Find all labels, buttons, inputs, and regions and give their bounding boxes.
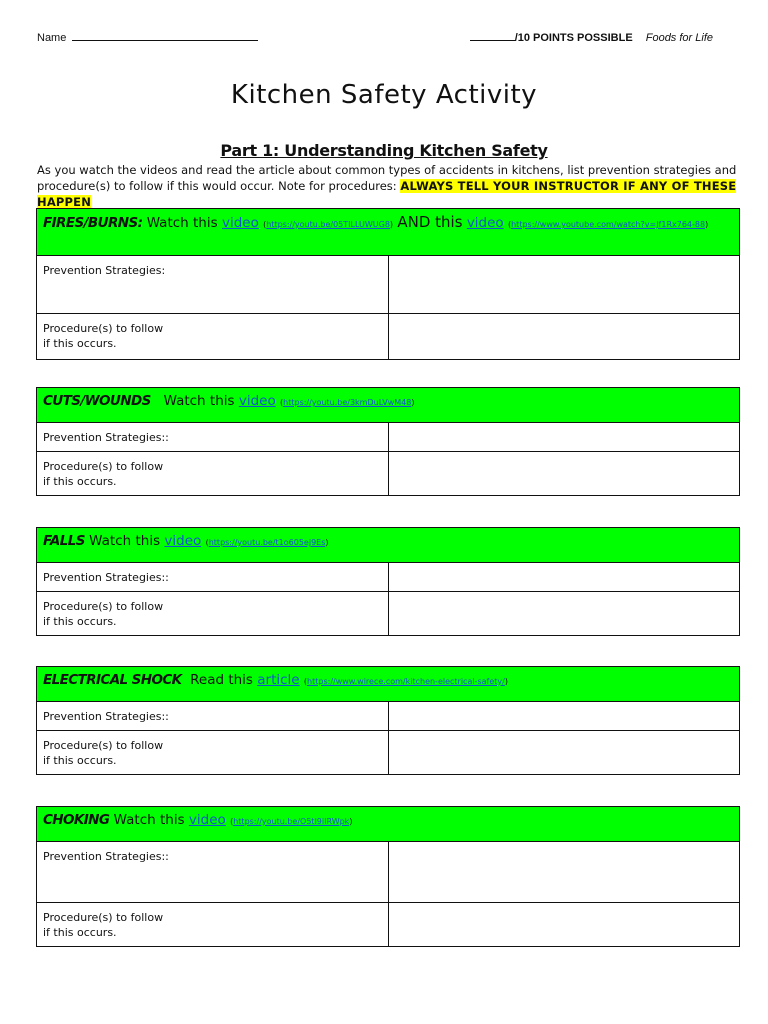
prevention-label: Prevention Strategies:: (37, 842, 389, 903)
url-text: (https://youtu.be/O5tl9iIRWpk) (230, 817, 353, 826)
procedure-label-line2: if this occurs. (43, 615, 117, 628)
procedure-label-line2: if this occurs. (43, 754, 117, 767)
hazard-title: CUTS/WOUNDS (43, 393, 151, 409)
page-header (37, 30, 713, 46)
course-name: Foods for Life (645, 32, 713, 44)
procedure-row (37, 903, 740, 947)
procedure-answer[interactable] (388, 452, 740, 496)
section-cuts-wounds (36, 387, 740, 496)
section-choking (36, 806, 740, 947)
procedure-row (37, 452, 740, 496)
section-falls (36, 527, 740, 636)
procedure-label-line1: Procedure(s) to follow (43, 322, 164, 335)
prevention-answer[interactable] (388, 423, 740, 452)
prevention-label: Prevention Strategies:: (37, 563, 389, 592)
section-header (37, 209, 740, 256)
section-header (37, 528, 740, 563)
procedure-label (37, 452, 389, 496)
prevention-row (37, 256, 740, 314)
procedure-label (37, 314, 389, 360)
video-link[interactable]: video (221, 215, 259, 231)
intro-text: As you watch the videos and read the article about common types of accidents in kitchens, list prevention strategies and procedure(s) to follow if this would occur. Note for procedures: (37, 163, 737, 193)
url-link[interactable]: https://youtu.be/t1o605ej9Es (208, 538, 326, 547)
prevention-answer[interactable] (388, 256, 740, 314)
hazard-title: FALLS (43, 533, 85, 549)
name-field (37, 30, 258, 44)
prevention-answer[interactable] (388, 563, 740, 592)
url-text: (https://www.wirece.com/kitchen-electrical-safety/) (303, 677, 508, 686)
procedure-label-line1: Procedure(s) to follow (43, 460, 164, 473)
procedure-label (37, 592, 389, 636)
procedure-row (37, 731, 740, 775)
action-text: Read this (190, 672, 253, 688)
url-link[interactable]: https://www.wirece.com/kitchen-electrical-safety/ (307, 677, 505, 686)
url-link[interactable]: https://youtu.be/O5tl9iIRWpk (233, 817, 350, 826)
procedure-answer[interactable] (388, 903, 740, 947)
section-header (37, 667, 740, 702)
section-table (36, 806, 740, 947)
procedure-label (37, 903, 389, 947)
points-field (470, 30, 713, 44)
video-link-2[interactable]: video (466, 215, 504, 231)
url-link[interactable]: https://youtu.be/05TILLUWUG8 (266, 220, 390, 229)
procedure-label-line1: Procedure(s) to follow (43, 600, 164, 613)
procedure-label-line1: Procedure(s) to follow (43, 739, 164, 752)
instructor-note: ALWAYS TELL YOUR INSTRUCTOR IF ANY OF THESE HAPPEN (37, 179, 737, 209)
prevention-label: Prevention Strategies: (37, 256, 389, 314)
section-electrical-shock (36, 666, 740, 775)
url-text: (https://youtu.be/05TILLUWUG8) (263, 220, 394, 229)
prevention-label: Prevention Strategies:: (37, 423, 389, 452)
url-text: (https://youtu.be/t1o605ej9Es) (205, 538, 329, 547)
prevention-answer[interactable] (388, 702, 740, 731)
procedure-answer[interactable] (388, 314, 740, 360)
procedure-answer[interactable] (388, 731, 740, 775)
url-link[interactable]: https://youtu.be/3kmDuLVwM48 (283, 398, 412, 407)
video-link[interactable]: video (164, 533, 202, 549)
procedure-label (37, 731, 389, 775)
action-text: Watch this (146, 215, 218, 231)
prevention-row (37, 842, 740, 903)
hazard-title: CHOKING (43, 812, 110, 828)
video-link[interactable]: video (238, 393, 276, 409)
procedure-label-line1: Procedure(s) to follow (43, 911, 164, 924)
section-table (36, 387, 740, 496)
url-text: (https://youtu.be/3kmDuLVwM48) (280, 398, 415, 407)
section-table (36, 527, 740, 636)
prevention-row (37, 702, 740, 731)
prevention-row (37, 423, 740, 452)
intro-paragraph (37, 162, 737, 210)
url-text-2: (https://www.youtube.com/watch?v=Jf1Rx764-88) (507, 220, 709, 229)
action-text: Watch this (163, 393, 235, 409)
hazard-title: ELECTRICAL SHOCK (43, 672, 182, 688)
name-label: Name (37, 32, 67, 44)
action-text: Watch this (89, 533, 161, 549)
prevention-row (37, 563, 740, 592)
prevention-answer[interactable] (388, 842, 740, 903)
part-title: Part 1: Understanding Kitchen Safety (220, 141, 548, 160)
prevention-label: Prevention Strategies:: (37, 702, 389, 731)
document-title: Kitchen Safety Activity (230, 80, 538, 110)
url-link-2[interactable]: https://www.youtube.com/watch?v=Jf1Rx764-88 (511, 220, 706, 229)
procedure-row (37, 314, 740, 360)
procedure-label-line2: if this occurs. (43, 337, 117, 350)
procedure-label-line2: if this occurs. (43, 475, 117, 488)
hazard-title: FIRES/BURNS: (43, 215, 143, 231)
section-fires-burns (36, 208, 740, 360)
points-blank[interactable] (470, 30, 515, 41)
video-link[interactable]: video (188, 812, 226, 828)
name-blank[interactable] (72, 30, 258, 41)
section-header (37, 807, 740, 842)
points-label: /10 POINTS POSSIBLE (514, 32, 633, 44)
joiner-text: AND this (397, 213, 463, 231)
procedure-row (37, 592, 740, 636)
action-text: Watch this (113, 812, 185, 828)
procedure-label-line2: if this occurs. (43, 926, 117, 939)
procedure-answer[interactable] (388, 592, 740, 636)
article-link[interactable]: article (257, 672, 300, 688)
section-header (37, 388, 740, 423)
section-table (36, 208, 740, 360)
section-table (36, 666, 740, 775)
